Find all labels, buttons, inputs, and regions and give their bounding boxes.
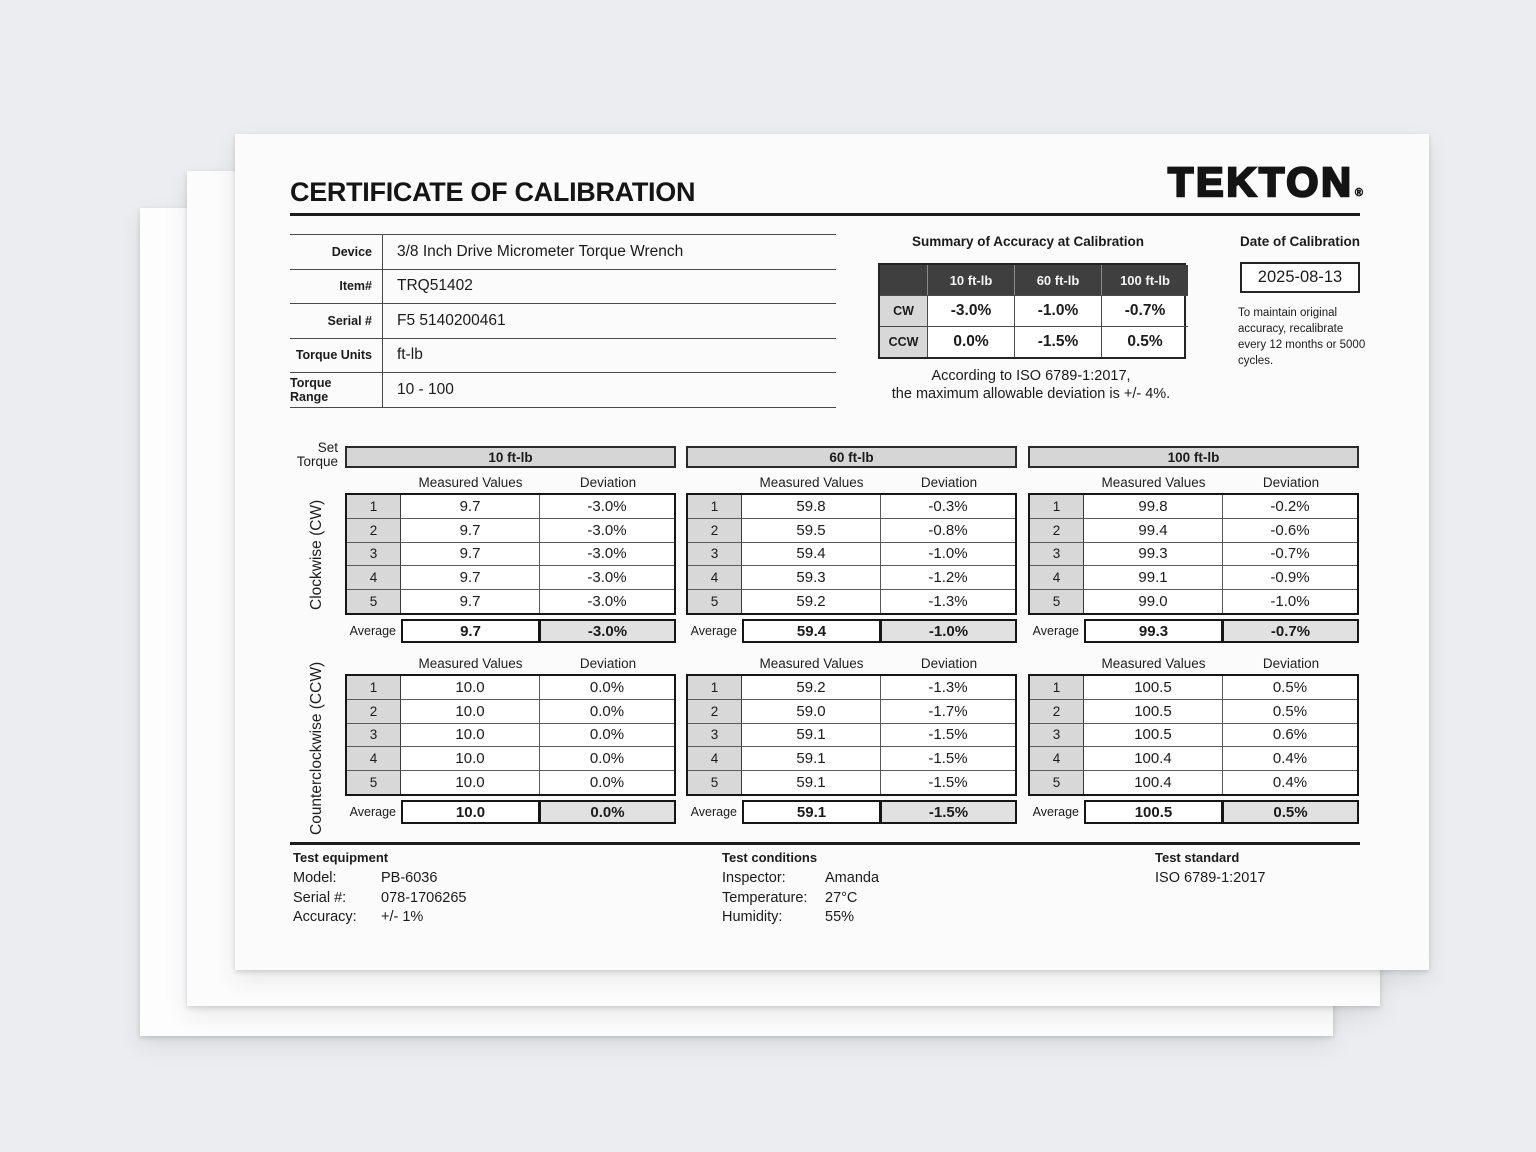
average-deviation: -1.5%	[880, 800, 1017, 824]
test-equipment-section	[293, 850, 466, 928]
brand-wordmark: TEKTON	[1168, 159, 1354, 205]
average-measured: 99.3	[1084, 619, 1223, 643]
trial-measured: 10.0	[401, 700, 540, 723]
trial-measured: 9.7	[401, 495, 540, 518]
trial-measured: 59.1	[742, 724, 881, 747]
trial-deviation: -3.0%	[587, 593, 627, 611]
ccw-trials-table	[1028, 674, 1359, 796]
trial-row	[1030, 565, 1357, 589]
average-label: Average	[349, 624, 396, 638]
trial-number: 4	[1030, 566, 1084, 589]
ccw-trials-table	[345, 674, 676, 796]
trial-row	[347, 589, 674, 613]
cw-trials-table	[1028, 493, 1359, 615]
trial-row	[1030, 495, 1357, 518]
trial-measured: 59.3	[742, 566, 881, 589]
summary-col-header: 60 ft-lb	[1014, 265, 1101, 295]
trial-number: 2	[1030, 519, 1084, 542]
measured-values-header: Measured Values	[1101, 656, 1206, 671]
trial-number: 3	[347, 724, 401, 747]
trial-deviation: -0.7%	[1270, 545, 1310, 563]
trial-measured: 99.0	[1084, 590, 1223, 613]
trial-number: 5	[347, 771, 401, 794]
set-torque-label: Set Torque	[296, 440, 338, 469]
trial-number: 5	[688, 771, 742, 794]
trial-deviation: -1.5%	[928, 750, 968, 768]
trial-deviation: -3.0%	[587, 497, 627, 515]
trial-number: 4	[1030, 747, 1084, 770]
deviation-header: Deviation	[920, 656, 978, 671]
ccw-average-row	[345, 800, 676, 824]
equipment-row: Accuracy: +/- 1%	[293, 909, 424, 925]
ccw-column-headers	[686, 656, 1017, 672]
trial-measured: 10.0	[401, 771, 540, 794]
cw-average-row	[686, 619, 1017, 643]
iso-note-line2: the maximum allowable deviation is +/- 4%.	[891, 385, 1171, 402]
deviation-header: Deviation	[1262, 656, 1320, 671]
trial-measured: 9.7	[401, 543, 540, 566]
standard-value: ISO 6789-1:2017	[1155, 870, 1266, 886]
trial-deviation: 0.0%	[589, 678, 625, 696]
test-standard-title: Test standard	[1155, 850, 1240, 865]
counterclockwise-label: Counterclockwise (CCW)	[308, 661, 325, 835]
trial-deviation: 0.4%	[1272, 750, 1308, 768]
measured-values-header: Measured Values	[759, 475, 864, 490]
ccw-column-headers	[1028, 656, 1359, 672]
summary-col-header: 100 ft-lb	[1101, 265, 1188, 295]
trial-number: 2	[1030, 700, 1084, 723]
trial-deviation: -1.3%	[928, 593, 968, 611]
trial-measured: 99.1	[1084, 566, 1223, 589]
set-torque-bar: 60 ft-lb	[686, 446, 1017, 468]
average-measured: 59.4	[742, 619, 881, 643]
device-row-label: Torque Range	[290, 373, 383, 407]
conditions-row: Inspector: Amanda	[722, 870, 880, 886]
trial-number: 2	[347, 700, 401, 723]
calibration-date: 2025-08-13	[1240, 262, 1360, 293]
trial-number: 4	[347, 747, 401, 770]
trial-deviation: -1.2%	[928, 569, 968, 587]
trial-deviation: 0.0%	[589, 750, 625, 768]
conditions-row: Temperature: 27°C	[722, 889, 858, 906]
average-label: Average	[690, 805, 737, 819]
trial-row	[688, 565, 1015, 589]
trial-deviation: -1.5%	[928, 726, 968, 744]
trial-number: 3	[688, 543, 742, 566]
cw-trials-table	[686, 493, 1017, 615]
trial-deviation: -1.0%	[928, 545, 968, 563]
trial-number: 2	[688, 700, 742, 723]
trial-row	[688, 589, 1015, 613]
average-label: Average	[1032, 805, 1079, 819]
device-row-label: Torque Units	[290, 339, 383, 373]
trial-number: 4	[347, 566, 401, 589]
equipment-row: Serial #: 078-1706265	[293, 889, 467, 906]
device-row-value: ft-lb	[397, 346, 423, 364]
trial-deviation: -3.0%	[587, 569, 627, 587]
trial-deviation: -3.0%	[587, 521, 627, 539]
cw-column-headers	[1028, 475, 1359, 491]
measured-values-header: Measured Values	[418, 475, 523, 490]
trial-row	[347, 699, 674, 723]
ccw-average-row	[1028, 800, 1359, 824]
trial-row	[1030, 676, 1357, 699]
trial-row	[347, 770, 674, 794]
trial-deviation: -0.3%	[928, 497, 968, 515]
trial-row	[347, 746, 674, 770]
trial-row	[688, 518, 1015, 542]
trial-measured: 59.0	[742, 700, 881, 723]
trial-number: 5	[347, 590, 401, 613]
device-row-label: Item#	[290, 270, 383, 304]
average-deviation: -1.0%	[880, 619, 1017, 643]
ccw-average-row	[686, 800, 1017, 824]
trial-deviation: -1.5%	[928, 774, 968, 792]
registered-mark: ®	[1354, 187, 1363, 199]
trial-row	[1030, 746, 1357, 770]
test-conditions-title: Test conditions	[722, 850, 818, 865]
set-torque-bar: 10 ft-lb	[345, 446, 676, 468]
measured-values-header: Measured Values	[759, 656, 864, 671]
trial-row	[347, 565, 674, 589]
average-measured: 100.5	[1084, 800, 1223, 824]
trial-number: 3	[1030, 724, 1084, 747]
cw-average-row	[345, 619, 676, 643]
trial-measured: 100.4	[1084, 771, 1223, 794]
set-torque-bar: 100 ft-lb	[1028, 446, 1359, 468]
trial-measured: 100.5	[1084, 724, 1223, 747]
test-conditions-section	[722, 850, 879, 928]
device-row-value: TRQ51402	[397, 277, 473, 295]
trial-measured: 9.7	[401, 590, 540, 613]
trial-row	[688, 676, 1015, 699]
average-deviation: 0.0%	[539, 800, 676, 824]
trial-number: 3	[347, 543, 401, 566]
deviation-header: Deviation	[579, 656, 637, 671]
trial-row	[1030, 699, 1357, 723]
device-row-value: 10 - 100	[397, 380, 454, 398]
cw-average-row	[1028, 619, 1359, 643]
deviation-header: Deviation	[579, 475, 637, 490]
ccw-trials-table	[686, 674, 1017, 796]
trial-row	[688, 542, 1015, 566]
deviation-header: Deviation	[1262, 475, 1320, 490]
page-title: CERTIFICATE OF CALIBRATION	[290, 177, 696, 207]
cw-column-headers	[686, 475, 1017, 491]
trial-row	[688, 770, 1015, 794]
date-title: Date of Calibration	[1239, 234, 1360, 249]
trial-measured: 99.4	[1084, 519, 1223, 542]
test-equipment-title: Test equipment	[293, 850, 389, 865]
measured-values-header: Measured Values	[1101, 475, 1206, 490]
trial-deviation: -0.8%	[928, 521, 968, 539]
test-standard-section	[1155, 850, 1265, 889]
summary-col-header: 10 ft-lb	[927, 265, 1014, 295]
trial-number: 2	[347, 519, 401, 542]
clockwise-label: Clockwise (CW)	[308, 499, 325, 610]
trial-number: 2	[688, 519, 742, 542]
device-row-label: Device	[290, 235, 383, 269]
trial-measured: 59.1	[742, 747, 881, 770]
summary-value: 0.5%	[1101, 326, 1188, 357]
trial-deviation: -1.7%	[928, 702, 968, 720]
trial-measured: 59.2	[742, 676, 881, 699]
equipment-row: Model: PB-6036	[293, 870, 438, 886]
trial-row	[688, 746, 1015, 770]
trial-number: 5	[1030, 771, 1084, 794]
trial-row	[1030, 589, 1357, 613]
device-row-label: Serial #	[290, 304, 383, 338]
trial-number: 1	[688, 495, 742, 518]
trial-deviation: 0.0%	[589, 726, 625, 744]
trial-number: 5	[1030, 590, 1084, 613]
trial-measured: 100.5	[1084, 676, 1223, 699]
average-measured: 9.7	[401, 619, 540, 643]
trial-deviation: -0.9%	[1270, 569, 1310, 587]
trial-row	[1030, 723, 1357, 747]
trial-deviation: 0.4%	[1272, 774, 1308, 792]
summary-value: -1.0%	[1014, 295, 1101, 326]
trial-row	[347, 723, 674, 747]
trial-number: 4	[688, 747, 742, 770]
summary-value: 0.0%	[927, 326, 1014, 357]
summary-row-label: CW	[880, 295, 927, 326]
trial-measured: 99.3	[1084, 543, 1223, 566]
measured-values-header: Measured Values	[418, 656, 523, 671]
iso-note-line1: According to ISO 6789-1:2017,	[931, 368, 1131, 384]
average-label: Average	[1032, 624, 1079, 638]
cw-trials-table	[345, 493, 676, 615]
trial-measured: 9.7	[401, 519, 540, 542]
trial-deviation: -3.0%	[587, 545, 627, 563]
trial-measured: 59.4	[742, 543, 881, 566]
average-measured: 10.0	[401, 800, 540, 824]
trial-number: 3	[688, 724, 742, 747]
trial-number: 3	[1030, 543, 1084, 566]
summary-row-label: CCW	[880, 326, 927, 357]
deviation-header: Deviation	[920, 475, 978, 490]
trial-deviation: 0.6%	[1272, 726, 1308, 744]
trial-measured: 59.1	[742, 771, 881, 794]
trial-number: 1	[688, 676, 742, 699]
trial-measured: 10.0	[401, 747, 540, 770]
trial-deviation: 0.5%	[1272, 702, 1308, 720]
trial-measured: 9.7	[401, 566, 540, 589]
trial-number: 5	[688, 590, 742, 613]
average-label: Average	[690, 624, 737, 638]
trial-deviation: -1.3%	[928, 678, 968, 696]
trial-deviation: -0.2%	[1270, 497, 1310, 515]
trial-measured: 99.8	[1084, 495, 1223, 518]
conditions-row: Humidity: 55%	[722, 909, 855, 925]
trial-row	[688, 495, 1015, 518]
certificate-page	[235, 134, 1429, 970]
average-measured: 59.1	[742, 800, 881, 824]
trial-row	[1030, 770, 1357, 794]
average-label: Average	[349, 805, 396, 819]
trial-row	[347, 676, 674, 699]
footer-divider	[290, 842, 1360, 845]
trial-number: 1	[347, 676, 401, 699]
trial-deviation: -0.6%	[1270, 521, 1310, 539]
average-deviation: 0.5%	[1222, 800, 1359, 824]
trial-deviation: 0.5%	[1272, 678, 1308, 696]
device-row-value: 3/8 Inch Drive Micrometer Torque Wrench	[397, 242, 684, 260]
device-row-value: F5 5140200461	[397, 311, 506, 329]
trial-measured: 59.5	[742, 519, 881, 542]
summary-title: Summary of Accuracy at Calibration	[911, 234, 1145, 249]
cw-column-headers	[345, 475, 676, 491]
trial-deviation: -1.0%	[1270, 593, 1310, 611]
trial-number: 1	[347, 495, 401, 518]
trial-row	[1030, 518, 1357, 542]
trial-number: 4	[688, 566, 742, 589]
average-deviation: -3.0%	[539, 619, 676, 643]
trial-row	[347, 518, 674, 542]
trial-number: 1	[1030, 676, 1084, 699]
trial-measured: 10.0	[401, 676, 540, 699]
trial-measured: 100.4	[1084, 747, 1223, 770]
recalibration-note: To maintain original accuracy, recalibrate every 12 months or 5000 cycles.	[1238, 307, 1366, 367]
trial-row	[1030, 542, 1357, 566]
trial-deviation: 0.0%	[589, 702, 625, 720]
summary-value: -3.0%	[927, 295, 1014, 326]
ccw-column-headers	[345, 656, 676, 672]
trial-measured: 100.5	[1084, 700, 1223, 723]
trial-row	[347, 495, 674, 518]
summary-value: -0.7%	[1101, 295, 1188, 326]
trial-measured: 59.8	[742, 495, 881, 518]
trial-measured: 59.2	[742, 590, 881, 613]
trial-measured: 10.0	[401, 724, 540, 747]
trial-number: 1	[1030, 495, 1084, 518]
trial-row	[347, 542, 674, 566]
trial-deviation: 0.0%	[589, 774, 625, 792]
trial-row	[688, 723, 1015, 747]
average-deviation: -0.7%	[1222, 619, 1359, 643]
trial-row	[688, 699, 1015, 723]
summary-value: -1.5%	[1014, 326, 1101, 357]
